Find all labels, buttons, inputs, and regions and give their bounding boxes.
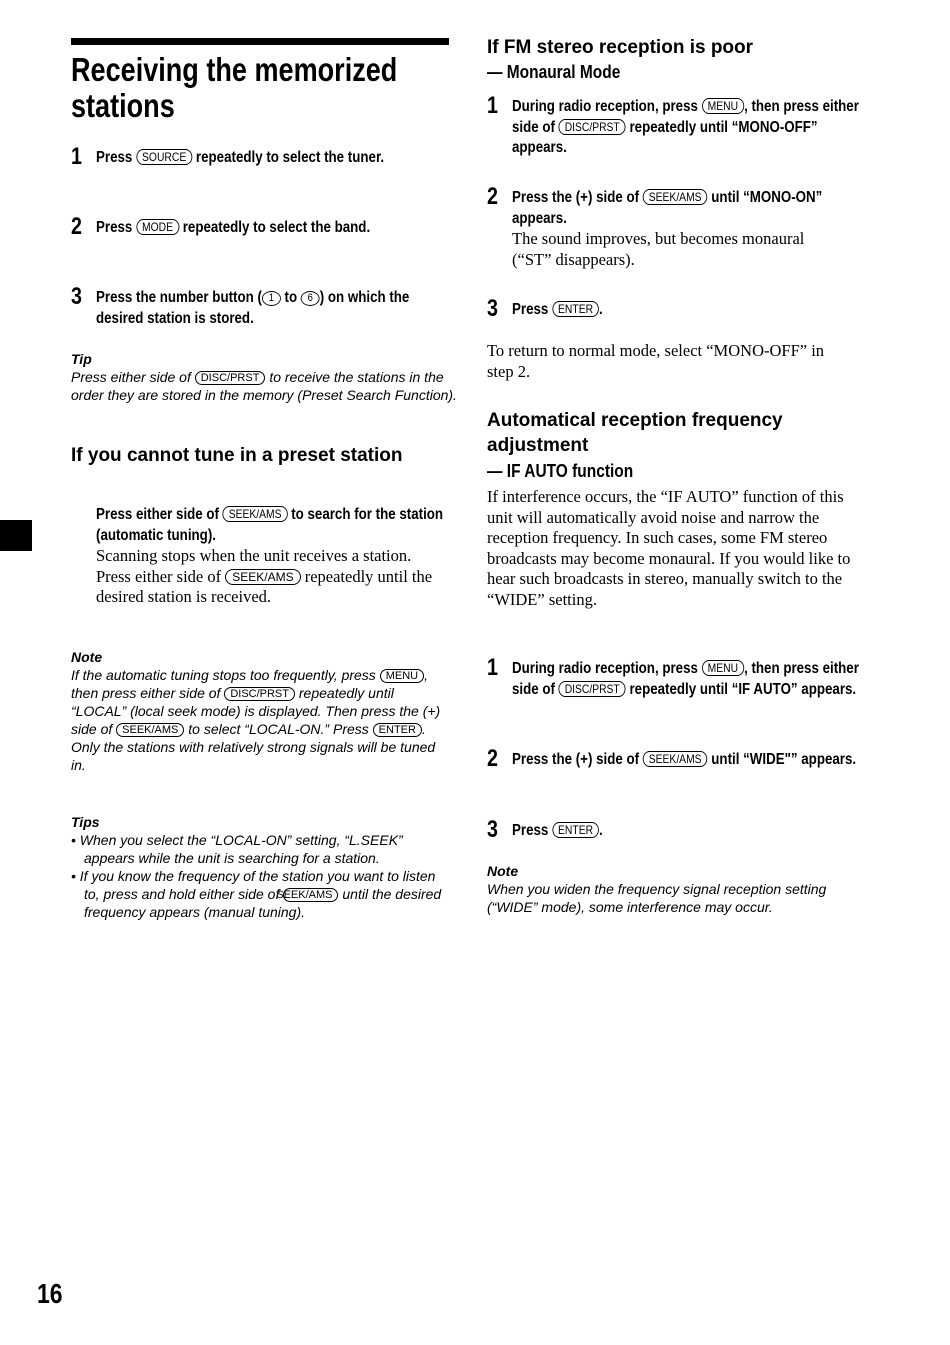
disc-prst-button-label: DISC/PRST: [559, 119, 626, 135]
section-tab-marker: [0, 520, 32, 551]
number-button-1-label: 1: [262, 291, 281, 306]
seek-ams-button-label: SEEK/AMS: [643, 189, 708, 205]
mono-subheading: — Monaural Mode: [487, 62, 621, 82]
step-number: 2: [487, 745, 498, 772]
disc-prst-button-label: DISC/PRST: [195, 371, 266, 385]
seek-ams-button-label: SEEK/AMS: [283, 888, 338, 902]
enter-button-label: ENTER: [552, 301, 599, 317]
number-button-6-label: 6: [301, 291, 320, 306]
tips-item: • If you know the frequency of the station you want to listen to, press and hold either side of SEEK/AMS until the desired frequency appears (manual tuning).: [71, 868, 442, 920]
tip-box: Tip Press either side of DISC/PRST to receive the stations in the order they are stored in the memory (Preset Search Function).: [71, 350, 471, 404]
title-rule: [71, 38, 449, 45]
ifauto-note-box: Note When you widen the frequency signal reception setting (“WIDE” mode), some interference may occur.: [487, 862, 857, 916]
ifauto-subheading: — IF AUTO function: [487, 461, 634, 481]
page-number: 16: [37, 1278, 63, 1309]
tips-box: [71, 813, 449, 921]
step-number: 3: [71, 283, 82, 310]
step-number: 2: [487, 183, 498, 210]
step-number: 2: [71, 213, 82, 240]
tip-label: Tip: [71, 351, 92, 367]
menu-button-label: MENU: [702, 98, 744, 114]
tips-item: • When you select the “LOCAL-ON” setting, “L.SEEK” appears while the unit is searching for a station.: [71, 832, 403, 866]
disc-prst-button-label: DISC/PRST: [224, 687, 295, 701]
note-box: Note If the automatic tuning stops too frequently, press MENU , then press either side of DISC/PRST repeatedly until “LOCAL” (local seek mode) is displayed. Then press the (+) side of SEEK/AMS to select “LOCAL-ON.” Press ENTER . Only the stations with relatively strong signals will be tuned in.: [71, 648, 449, 774]
step-number: 3: [487, 295, 498, 322]
disc-prst-button-label: DISC/PRST: [559, 681, 626, 697]
step-number: 1: [71, 143, 82, 170]
enter-button-label: ENTER: [373, 723, 422, 737]
preset-heading: If you cannot tune in a preset station: [71, 445, 403, 466]
note-label: Note: [71, 649, 103, 665]
menu-button-label: MENU: [380, 669, 424, 683]
source-button-label: SOURCE: [136, 149, 192, 165]
page-title: Receiving the memorized stations: [71, 51, 398, 124]
enter-button-label: ENTER: [552, 822, 599, 838]
ifauto-body: If interference occurs, the “IF AUTO” function of this unit will automatically avoid noise and narrow the reception frequency. In such cases, some FM stereo broadcasts may become monaural. If you would like to hear such broadcasts in stereo, manually switch to the “WIDE” setting.: [487, 487, 851, 609]
note-label: Note: [487, 863, 519, 879]
mode-button-label: MODE: [136, 219, 179, 235]
mono-return-text: To return to normal mode, select “MONO-OFF” in step 2.: [487, 341, 825, 381]
seek-ams-button-label: SEEK/AMS: [225, 569, 300, 585]
seek-ams-button-label: SEEK/AMS: [116, 723, 184, 737]
step-number: 3: [487, 816, 498, 843]
seek-ams-button-label: SEEK/AMS: [223, 506, 288, 522]
tips-label: Tips: [71, 814, 100, 830]
mono-heading: If FM stereo reception is poor: [487, 37, 754, 58]
menu-button-label: MENU: [702, 660, 744, 676]
seek-ams-button-label: SEEK/AMS: [643, 751, 708, 767]
step-number: 1: [487, 654, 498, 681]
step-number: 1: [487, 92, 498, 119]
ifauto-heading: Automatical reception frequency adjustment: [487, 410, 783, 456]
